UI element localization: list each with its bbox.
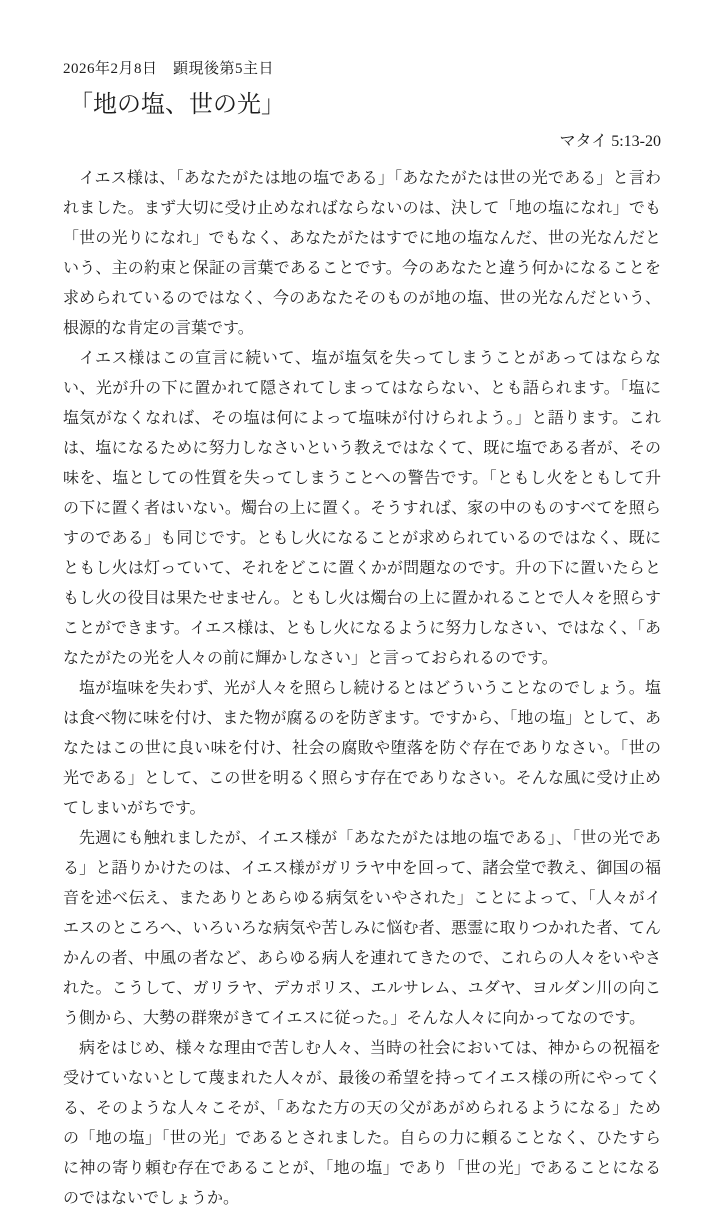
date-line: 2026年2月8日 顕現後第5主日: [63, 61, 275, 77]
sermon-title: 「地の塩、世の光」: [69, 92, 285, 118]
document-header: [63, 58, 661, 154]
paragraph: イエス様はこの宣言に続いて、塩が塩気を失ってしまうことがあってはならない、光が升の下に置かれて隠されてしまってはならない、とも語られます。「塩に塩気がなくなれば、その塩は何によって塩味が付けられよう。」と語ります。これは、塩になるために努力しなさいという教えではなくて、既に塩である者が、その味を、塩としての性質を失ってしまうことへの警告です。「ともし火をともして升の下に置く者はいない。燭台の上に置く。そうすれば、家の中のものすべてを照らすのである」も同じです。ともし火になることが求められているのではなく、既にともし火は灯っていて、それをどこに置くかが問題なのです。升の下に置いたらともし火の役目は果たせません。ともし火は燭台の上に置かれることで人々を照らすことができます。イエス様は、ともし火になるように努力しなさい、ではなく、「あなたがたの光を人々の前に輝かしなさい」と言っておられるのです。: [63, 350, 661, 667]
scripture-reference: マタイ 5:13-20: [559, 133, 661, 150]
paragraph: 先週にも触れましたが、イエス様が「あなたがたは地の塩である」、「世の光である」と語りかけたのは、イエス様がガリラヤ中を回って、諸会堂で教え、御国の福音を述べ伝え、またありとあらゆる病気をいやされた」ことによって、「人々がイエスのところへ、いろいろな病気や苦しみに悩む者、悪霊に取りつかれた者、てんかんの者、中風の者など、あらゆる病人を連れてきたので、これらの人々をいやされた。こうして、ガリラヤ、デカポリス、エルサレム、ユダヤ、ヨルダン川の向こう側から、大勢の群衆がきてイエスに従った。」そんな人々に向かってなのです。: [63, 830, 661, 1027]
sermon-body: [63, 164, 661, 1214]
paragraph: イエス様は、「あなたがたは地の塩である」「あなたがたは世の光である」と言われました。まず大切に受け止めなればならないのは、決して「地の塩になれ」でも「世の光りになれ」でもなく、あなたがたはすでに地の塩なんだ、世の光なんだという、主の約束と保証の言葉であることです。今のあなたと違う何かになることを求められているのではなく、今のあなたそのものが地の塩、世の光なんだという、根源的な肯定の言葉です。: [63, 170, 661, 337]
paragraph: 病をはじめ、様々な理由で苦しむ人々、当時の社会においては、神からの祝福を受けていないとして蔑まれた人々が、最後の希望を持ってイエス様の所にやってくる、そのような人々こそが、「あなた方の天の父があがめられるようになる」ための「地の塩」「世の光」であるとされました。自らの力に頼ることなく、ひたすらに神の寄り頼む存在であることが、「地の塩」であり「世の光」であることになるのではないでしょうか。: [63, 1040, 661, 1207]
paragraph: 塩が塩味を失わず、光が人々を照らし続けるとはどういうことなのでしょう。塩は食べ物に味を付け、また物が腐るのを防ぎます。ですから、「地の塩」として、あなたはこの世に良い味を付け、社会の腐敗や堕落を防ぐ存在でありなさい。「世の光である」として、この世を明るく照らす存在でありなさい。そんな風に受け止めてしまいがちです。: [63, 680, 661, 817]
